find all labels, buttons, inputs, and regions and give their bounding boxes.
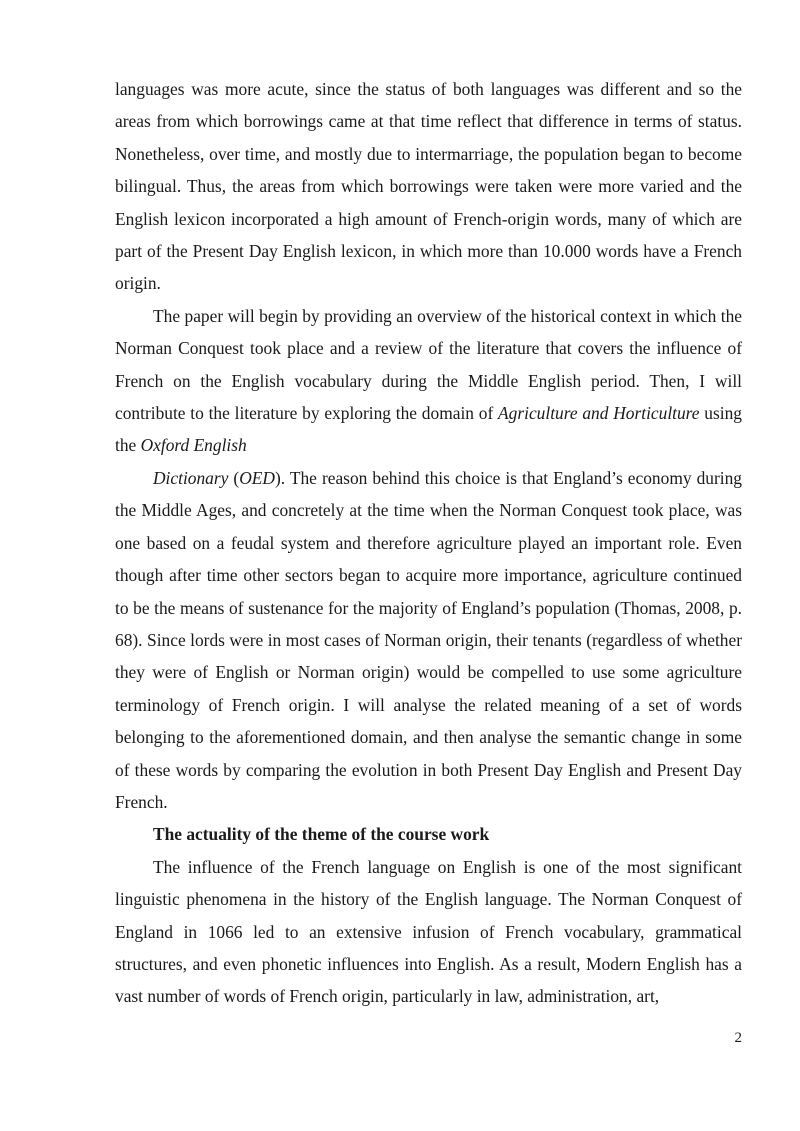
paragraph-paper-overview <box>115 300 742 462</box>
paragraph-intro-continuation <box>115 73 742 300</box>
paragraph-1-text: languages was more acute, since the status of both languages was different and so the areas from which borrowings came at that time reflect that difference in terms of status. Nonetheless, over time, and mostly due to intermarriage, the population began to become bilingual. Thus, the areas from which borrowings were taken were more varied and the English lexicon incorporated a high amount of French-origin words, many of which are part of the Present Day English lexicon, in which more than 10.000 words have a French origin. <box>115 79 742 294</box>
paragraph-oed-rationale <box>115 462 742 818</box>
section-heading: The actuality of the theme of the course work <box>153 824 490 845</box>
paragraph-2-text-part-2: using the <box>115 403 742 456</box>
italic-oed: OED <box>239 467 275 488</box>
paragraph-theme-actuality <box>115 851 742 1013</box>
italic-dictionary: Dictionary <box>153 467 229 488</box>
italic-oxford-english: Oxford English <box>140 435 247 456</box>
paragraph-3-text: ). The reason behind this choice is that England’s economy during the Middle Ages, and concretely at the time when the Norman Conquest took place, was one based on a feudal system and therefore agriculture played an important role. Even though after time other sectors began to acquire more importance, agriculture continued to be the means of sustenance for the majority of England’s population (Thomas, 2008, p. 68). Since lords were in most cases of Norman origin, their tenants (regardless of whether they were of English or Norman origin) would be compelled to use some agriculture terminology of French origin. I will analyse the related meaning of a set of words belonging to the aforementioned domain, and then analyse the semantic change in some of these words by comparing the evolution in both Present Day English and Present Day French. <box>115 467 742 812</box>
paragraph-2-text-part-1: The paper will begin by providing an overview of the historical context in which the Norman Conquest took place and a review of the literature that covers the influence of French on the English vocabulary during the Middle English period. Then, I will contribute to the literature by exploring the domain of <box>115 305 742 424</box>
page-number: 2 <box>734 1030 742 1046</box>
paragraph-3-open-paren: ( <box>228 467 240 488</box>
paragraph-4-text: The influence of the French language on English is one of the most significant linguistic phenomena in the history of the English language. The Norman Conquest of England in 1066 led to an extensive infusion of French vocabulary, grammatical structures, and even phonetic influences into English. As a result, Modern English has a vast number of words of French origin, particularly in law, administration, art, <box>115 856 742 1007</box>
italic-domain-name: Agriculture and Horticulture <box>498 403 700 424</box>
body-text <box>115 73 742 1013</box>
